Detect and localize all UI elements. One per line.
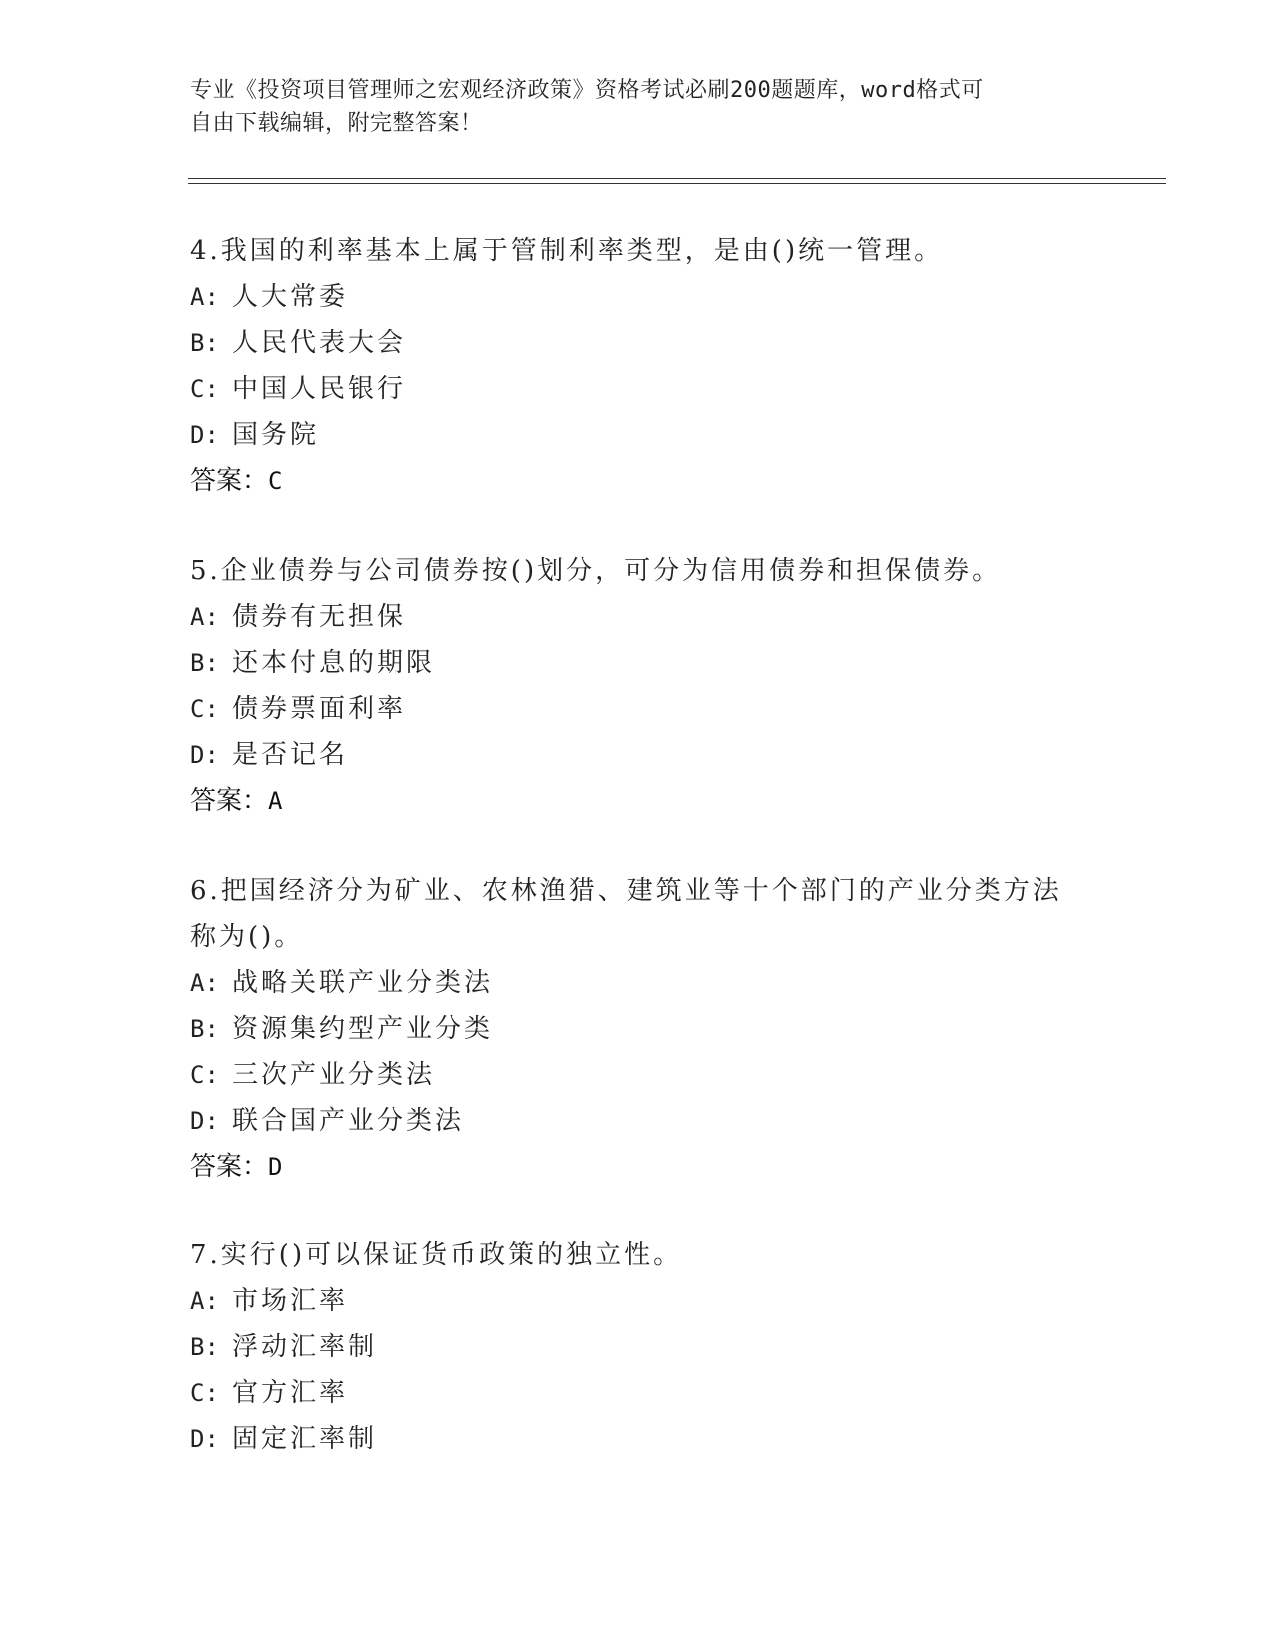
option-a — [190, 274, 1090, 320]
question-4 — [190, 228, 1090, 504]
answer-line — [190, 778, 1090, 824]
answer-label: 答案： — [190, 1152, 269, 1182]
option-text: 固定汇率制 — [232, 1424, 378, 1454]
question-7 — [190, 1232, 1090, 1462]
option-text: 国务院 — [232, 420, 320, 450]
option-a — [190, 960, 1090, 1006]
option-key: D: — [190, 1425, 219, 1453]
option-c — [190, 686, 1090, 732]
option-key: B: — [190, 329, 219, 357]
option-text: 联合国产业分类法 — [232, 1106, 465, 1136]
option-b — [190, 1006, 1090, 1052]
option-text: 是否记名 — [232, 740, 349, 770]
option-text: 中国人民银行 — [232, 374, 407, 404]
option-d — [190, 412, 1090, 458]
option-text: 三次产业分类法 — [232, 1060, 436, 1090]
document-header — [190, 74, 1090, 140]
option-text: 资源集约型产业分类 — [232, 1014, 494, 1044]
option-key: C: — [190, 1061, 219, 1089]
option-key: A: — [190, 969, 219, 997]
option-a — [190, 1278, 1090, 1324]
header-divider — [188, 178, 1166, 184]
question-stem-line-1: 6.把国经济分为矿业、农林渔猎、建筑业等十个部门的产业分类方法 — [190, 876, 1062, 906]
option-key: C: — [190, 1379, 219, 1407]
option-b — [190, 640, 1090, 686]
header-line-2: 自由下载编辑，附完整答案！ — [190, 111, 483, 136]
option-text: 市场汇率 — [232, 1286, 349, 1316]
option-d — [190, 1416, 1090, 1462]
option-key: D: — [190, 1107, 219, 1135]
answer-line — [190, 458, 1090, 504]
answer-label: 答案： — [190, 786, 269, 816]
answer-value: D — [268, 1153, 283, 1181]
option-key: A: — [190, 1287, 219, 1315]
option-key: D: — [190, 741, 219, 769]
option-d — [190, 1098, 1090, 1144]
option-b — [190, 1324, 1090, 1370]
option-text: 人大常委 — [232, 282, 349, 312]
option-key: B: — [190, 1333, 219, 1361]
option-key: C: — [190, 695, 219, 723]
option-c — [190, 1370, 1090, 1416]
option-c — [190, 1052, 1090, 1098]
option-a — [190, 594, 1090, 640]
option-text: 债券有无担保 — [232, 602, 407, 632]
answer-label: 答案： — [190, 466, 269, 496]
option-text: 还本付息的期限 — [232, 648, 436, 678]
option-c — [190, 366, 1090, 412]
option-key: A: — [190, 603, 219, 631]
header-line-1: 专业《投资项目管理师之宏观经济政策》资格考试必刷200题题库，word格式可 — [190, 78, 984, 103]
option-key: A: — [190, 283, 219, 311]
option-key: B: — [190, 649, 219, 677]
question-5 — [190, 548, 1090, 824]
question-6 — [190, 868, 1090, 1190]
question-stem: 5.企业债券与公司债券按()划分，可分为信用债券和担保债券。 — [190, 556, 1002, 586]
question-stem: 7.实行()可以保证货币政策的独立性。 — [190, 1240, 683, 1270]
answer-line — [190, 1144, 1090, 1190]
option-key: C: — [190, 375, 219, 403]
option-text: 战略关联产业分类法 — [232, 968, 494, 998]
question-stem: 4.我国的利率基本上属于管制利率类型，是由()统一管理。 — [190, 236, 944, 266]
option-b — [190, 320, 1090, 366]
option-d — [190, 732, 1090, 778]
option-text: 官方汇率 — [232, 1378, 349, 1408]
option-key: B: — [190, 1015, 219, 1043]
option-key: D: — [190, 421, 219, 449]
option-text: 人民代表大会 — [232, 328, 407, 358]
answer-value: C — [268, 467, 283, 495]
option-text: 浮动汇率制 — [232, 1332, 378, 1362]
answer-value: A — [268, 787, 283, 815]
question-stem-line-2: 称为()。 — [190, 922, 304, 952]
option-text: 债券票面利率 — [232, 694, 407, 724]
